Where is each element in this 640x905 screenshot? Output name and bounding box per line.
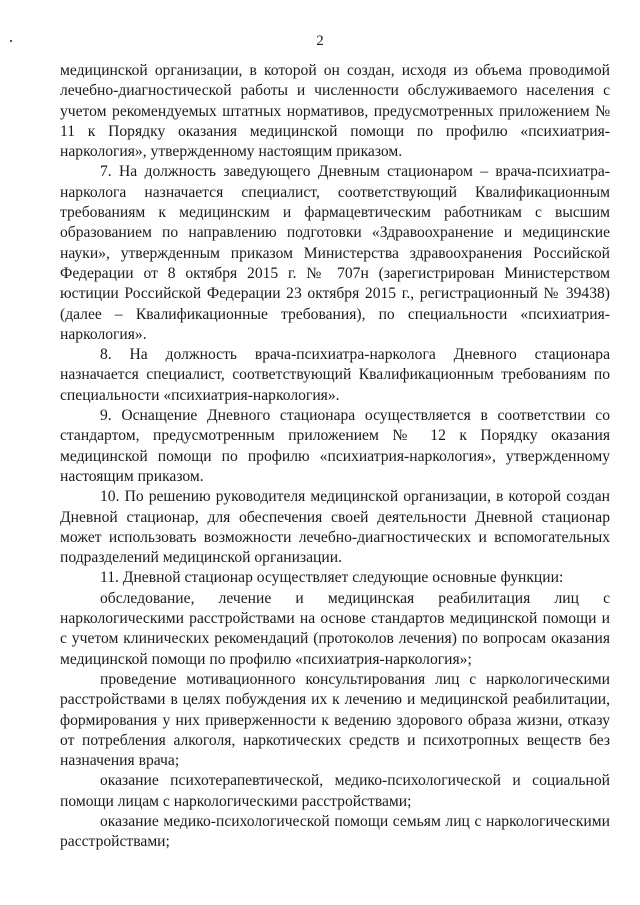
paragraph-9: 9. Оснащение Дневного стационара осуществляется в соответствии со стандартом, предусмотренным приложением № 12 к Порядку оказания медицинской помощи по профилю «психиатрия-наркология», утвержденному настоящим приказом. [60,407,610,485]
page-number: 2 [316,33,324,49]
function-item-counseling: проведение мотивационного консультирования лиц с наркологическими расстройствами в целях побуждения их к лечению и медицинской реабилитации, формирования у них приверженности к ведению здорового образа жизни, отказу от потребления алкоголя, наркотических средств и психотропных веществ без назначения врача; [60,670,610,770]
paragraph-10: 10. По решению руководителя медицинской организации, в которой создан Дневной стационар, для обеспечения своей деятельности Дневной стационар может использовать возможности лечебно-диагностических и вспомогательных подразделений медицинской организации. [60,488,610,567]
paragraph-continuation: медицинской организации, в которой он создан, исходя из объема проводимой лечебно-диагностической работы и численности обслуживаемого населения с учетом рекомендуемых штатных нормативов, предусмотренных приложением № 11 к Порядку оказания медицинской помощи по профилю «психиатрия-наркология», утвержденному настоящим приказом. [60,62,610,161]
document-body [60,61,610,853]
function-item-examination: обследование, лечение и медицинская реабилитация лиц с наркологическими расстройствами на основе стандартов медицинской помощи и с учетом клинических рекомендаций (протоколов лечения) по вопросам оказания медицинской помощи по профилю «психиатрия-наркология»; [60,589,610,668]
paragraph-11: 11. Дневной стационар осуществляет следующие основные функции: [100,569,564,587]
paragraph-7: 7. На должность заведующего Дневным стационаром – врача-психиатра-нарколога назначается специалист, соответствующий Квалификационным требованиям к медицинским и фармацевтическим работникам с высшим образованием по направлению подготовки «Здравоохранение и медицинские науки», утвержденным приказом Министерства здравоохранения Российской Федерации от 8 октября 2015 г. № 707н (зарегистрирован Министерством юстиции Российской Федерации 23 октября 2015 г., регистрационный № 39438) (далее – Квалификационные требования), по специальности «психиатрия-наркология». [60,163,610,343]
function-item-family-help: оказание медико-психологической помощи семьям лиц с наркологическими расстройствами; [60,812,610,851]
paragraph-8: 8. На должность врача-психиатра-нарколога Дневного стационара назначается специалист, соответствующий Квалификационным требованиям по специальности «психиатрия-наркология». [60,346,610,404]
function-item-psychotherapy: оказание психотерапевтической, медико-психологической и социальной помощи лицам с наркологическими расстройствами; [60,772,610,810]
